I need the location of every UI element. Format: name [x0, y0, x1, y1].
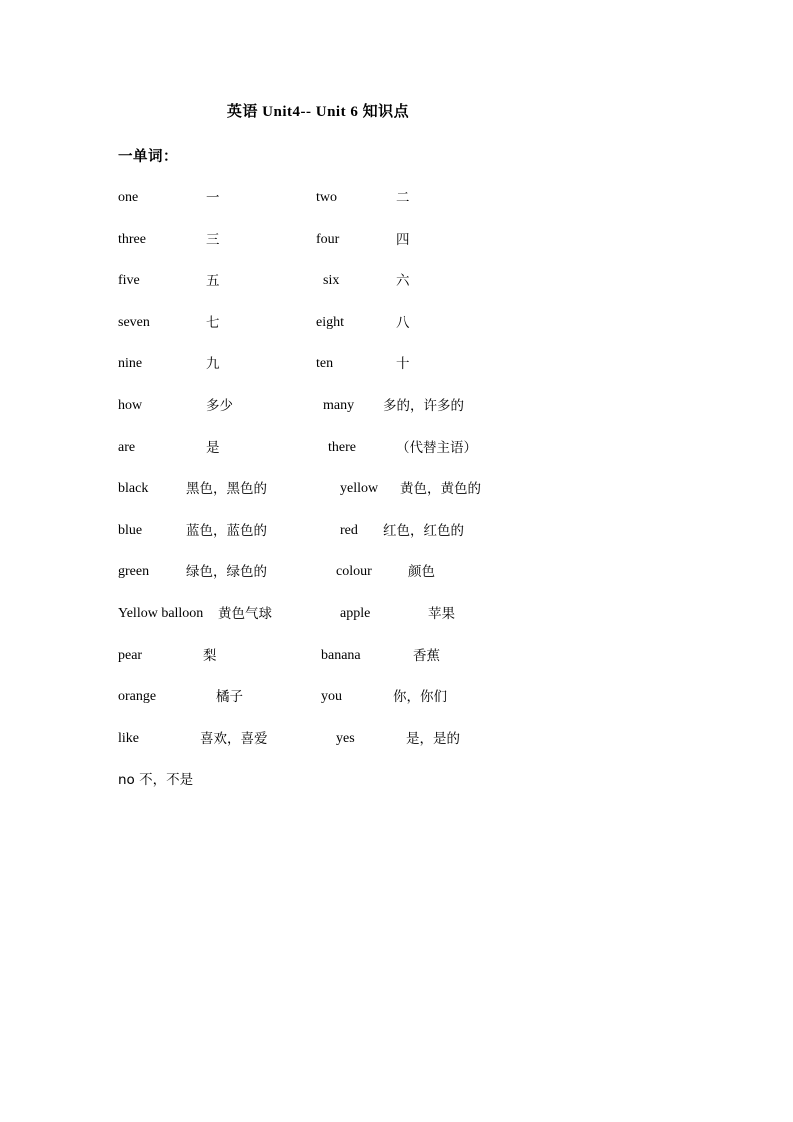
word-chinese: 颜色	[408, 564, 435, 581]
vocabulary-row	[118, 438, 678, 480]
vocabulary-row	[118, 188, 678, 230]
word-english: nine	[118, 356, 143, 372]
vocabulary-row	[118, 562, 678, 604]
page-title: 英语 Unit4-- Unit 6 知识点	[226, 104, 410, 120]
word-english: four	[316, 231, 340, 247]
word-chinese: 香蕉	[413, 647, 440, 664]
word-chinese: 十	[396, 356, 410, 373]
word-chinese: 你，你们	[393, 689, 447, 706]
word-english: red	[340, 522, 358, 538]
vocabulary-row	[118, 687, 678, 729]
word-english: green	[118, 564, 150, 580]
vocabulary-row	[118, 230, 678, 272]
word-english: seven	[118, 314, 150, 330]
word-english: orange	[118, 689, 157, 705]
word-chinese: 橘子	[216, 689, 243, 706]
word-chinese: 九	[206, 356, 220, 373]
word-chinese: 二	[396, 190, 410, 206]
word-chinese: 黑色，黑色的	[186, 481, 267, 498]
word-chinese: 多的，许多的	[383, 397, 464, 414]
word-english: how	[118, 397, 143, 413]
word-chinese: 黄色气球	[218, 605, 272, 622]
word-chinese: 一	[206, 190, 220, 206]
word-chinese: 梨	[203, 647, 217, 664]
vocabulary-row	[118, 646, 678, 688]
vocabulary-row	[118, 521, 678, 563]
word-chinese: 苹果	[428, 605, 455, 622]
word-english: five	[118, 273, 140, 289]
word-english: apple	[340, 605, 371, 621]
vocabulary-row	[118, 729, 678, 771]
word-english: blue	[118, 522, 143, 538]
vocabulary-row	[118, 604, 678, 646]
word-english: there	[328, 439, 356, 455]
word-chinese: 是，是的	[406, 730, 460, 747]
word-chinese: 蓝色，蓝色的	[186, 522, 267, 539]
word-english: pear	[118, 647, 143, 663]
section-heading-vocabulary: 一单词：	[118, 149, 178, 165]
vocabulary-row	[118, 313, 678, 355]
vocabulary-row-last	[118, 770, 678, 812]
word-english: six	[323, 273, 340, 289]
word-chinese: 五	[206, 273, 220, 290]
word-english: you	[321, 689, 342, 705]
word-english: many	[323, 397, 355, 413]
word-english: are	[118, 439, 136, 455]
vocabulary-row	[118, 354, 678, 396]
vocabulary-row	[118, 271, 678, 313]
word-chinese: 是	[206, 439, 220, 456]
word-english: eight	[316, 314, 344, 330]
word-chinese: 七	[206, 314, 220, 331]
word-chinese: 六	[396, 273, 410, 290]
word-chinese: 多少	[206, 397, 233, 414]
word-english: colour	[336, 564, 372, 580]
word-entry: no 不，不是	[118, 772, 194, 789]
word-english: two	[316, 190, 337, 205]
vocabulary-row	[118, 396, 678, 438]
word-english: banana	[321, 647, 361, 663]
word-english: yes	[336, 730, 355, 746]
word-english: one	[118, 190, 139, 205]
word-chinese: 红色，红色的	[383, 522, 464, 539]
word-chinese: 喜欢，喜爱	[200, 730, 268, 747]
word-chinese: 绿色，绿色的	[186, 564, 267, 581]
vocabulary-row	[118, 479, 678, 521]
word-english: ten	[316, 356, 334, 372]
word-chinese: 黄色，黄色的	[400, 481, 481, 498]
word-english: like	[118, 730, 139, 746]
word-chinese: 三	[206, 231, 220, 248]
word-english: yellow	[340, 481, 379, 497]
document-content	[118, 100, 678, 812]
word-english: three	[118, 231, 146, 247]
word-english: black	[118, 481, 149, 497]
word-english: Yellow balloon	[118, 605, 204, 621]
word-chinese: （代替主语）	[396, 439, 477, 456]
word-chinese: 八	[396, 314, 410, 331]
word-chinese: 四	[396, 231, 410, 248]
